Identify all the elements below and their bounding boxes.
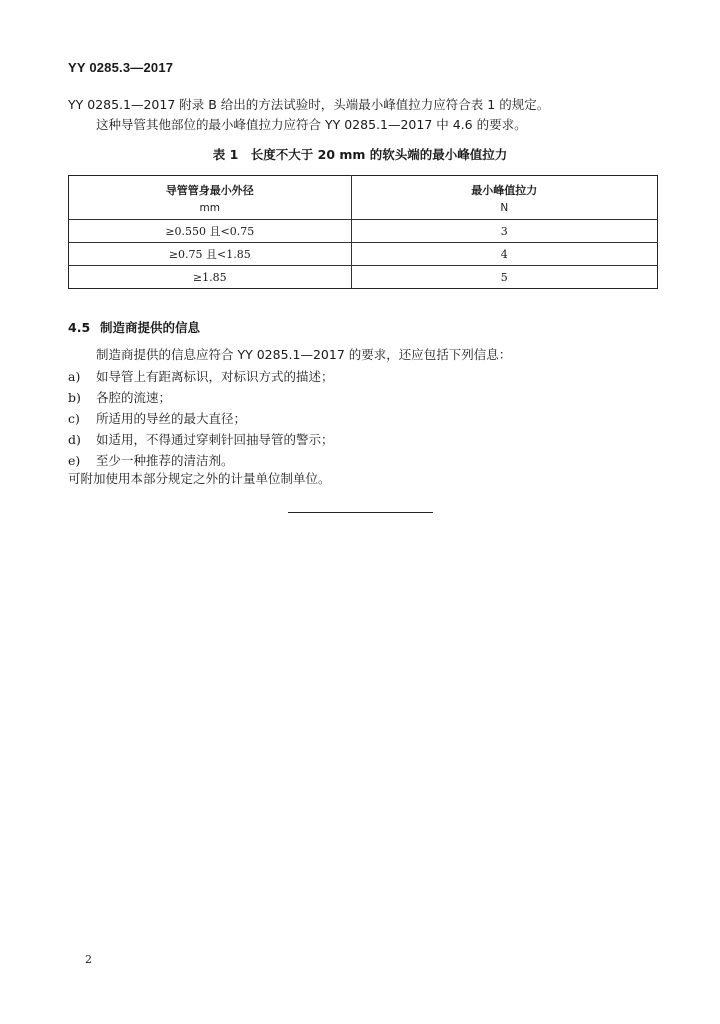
list-marker: c)	[68, 411, 80, 426]
list-item	[68, 409, 246, 427]
section-number: 4.5	[68, 320, 91, 335]
section-heading	[68, 318, 200, 336]
list-marker: b)	[68, 390, 81, 405]
end-of-document-rule	[288, 512, 433, 513]
list-marker: e)	[68, 453, 81, 468]
column-header-label: 最小峰值拉力	[471, 183, 538, 197]
force-cell: 5	[351, 266, 657, 289]
pull-force-table	[68, 175, 658, 289]
closing-statement: 可附加使用本部分规定之外的计量单位制单位。	[68, 471, 331, 486]
table-row	[69, 243, 658, 266]
list-item	[68, 388, 171, 406]
section-title: 制造商提供的信息	[100, 320, 201, 335]
table-row	[69, 220, 658, 243]
diameter-cell: ≥0.75 且<1.85	[69, 243, 352, 266]
table-row	[69, 266, 658, 289]
list-text: 各腔的流速；	[96, 390, 172, 405]
list-text: 所适用的导丝的最大直径；	[96, 411, 247, 426]
intro-line-1: YY 0285.1—2017 附录 B 给出的方法试验时，头端最小峰值拉力应符合表 1 的规定。	[68, 97, 550, 112]
table-caption: 表 1 长度不大于 20 mm 的软头端的最小峰值拉力	[212, 147, 508, 162]
diameter-cell: ≥1.85	[69, 266, 352, 289]
force-cell: 3	[351, 220, 657, 243]
column-header-unit: N	[500, 201, 509, 214]
column-header-unit: mm	[199, 201, 220, 214]
list-item	[68, 451, 234, 469]
force-cell: 4	[351, 243, 657, 266]
section-intro: 制造商提供的信息应符合 YY 0285.1—2017 的要求，还应包括下列信息：	[96, 347, 512, 362]
column-header-diameter	[69, 176, 352, 220]
list-marker: d)	[68, 432, 81, 447]
column-header-force	[351, 176, 657, 220]
list-text: 如适用，不得通过穿刺针回抽导管的警示；	[96, 432, 334, 447]
intro-line-2: 这种导管其他部位的最小峰值拉力应符合 YY 0285.1—2017 中 4.6 的要求。	[96, 117, 527, 132]
column-header-label: 导管管身最小外径	[165, 183, 254, 197]
list-text: 至少一种推荐的清洁剂。	[96, 453, 234, 468]
list-item	[68, 367, 334, 385]
list-marker: a)	[68, 369, 81, 384]
page-number: 2	[85, 953, 92, 966]
table-header-row	[69, 176, 658, 220]
diameter-cell: ≥0.550 且<0.75	[69, 220, 352, 243]
list-text: 如导管上有距离标识，对标识方式的描述；	[96, 369, 334, 384]
list-item	[68, 430, 334, 448]
document-code: YY 0285.3—2017	[68, 60, 174, 75]
